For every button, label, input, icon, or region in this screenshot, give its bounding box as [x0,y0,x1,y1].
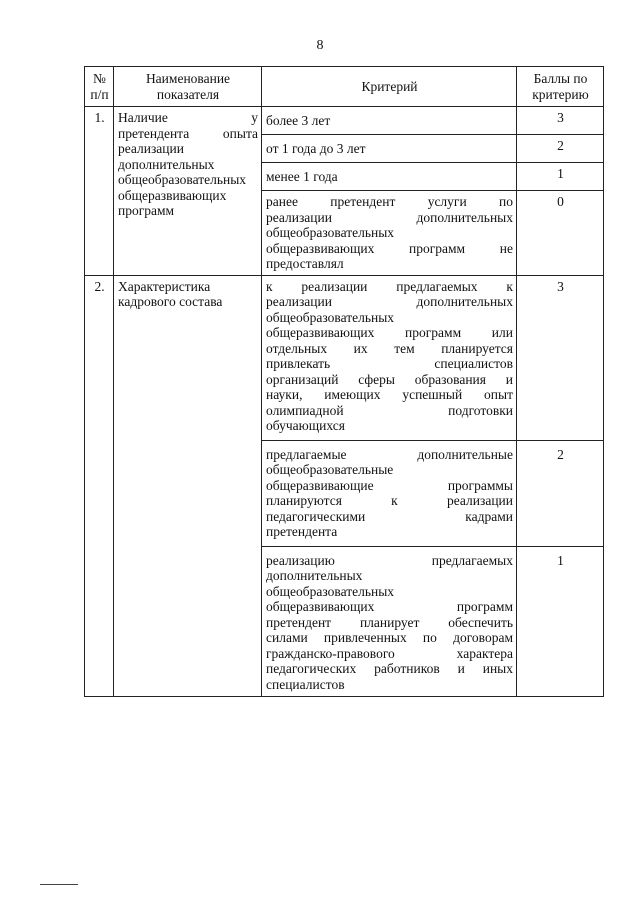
score-cell: 3 [517,107,604,135]
text-line: привлекать специалистов [266,356,513,371]
page-number: 8 [316,38,324,53]
table-row [85,275,604,440]
criterion-cell [262,440,517,546]
row-number: 2. [85,275,114,697]
text-line: силами привлеченных по договорам [266,630,513,645]
text-line: реализации дополнительных [266,209,513,225]
score-cell: 2 [517,135,604,163]
text-line: педагогическими кадрами [266,508,513,524]
criterion-cell [262,191,517,276]
text-line: общеразвивающих [118,187,227,203]
text-line: дополнительных [266,568,363,583]
text-line: общеобразовательных [266,309,395,325]
score-cell: 1 [517,546,604,697]
text-line: менее 1 года [266,168,338,184]
text-line: от 1 года до 3 лет [266,140,366,156]
table-header-row [85,67,604,107]
text-line: общеобразовательных [266,225,395,240]
text-line: общеразвивающих программ [266,599,513,614]
text-line: реализации дополнительных [266,294,513,309]
text-line: олимпиадной подготовки [266,402,513,418]
text-line: планируются к реализации [266,493,513,508]
text-line: программ [118,203,175,218]
header-num: № п/п [85,67,114,107]
table-row [85,107,604,135]
text-line: общеразвивающих программ или [266,325,513,340]
text-line: гражданско-правового характера [266,645,513,661]
score-cell: 1 [517,163,604,191]
criterion-cell [262,163,517,191]
text-line: Характеристика [118,278,211,294]
text-line: организаций сферы образования и [266,371,513,387]
text-line: кадрового состава [118,294,223,309]
indicator-name [114,275,262,697]
text-line: педагогических работников и иных [266,661,513,676]
header-criterion: Критерий [262,67,517,107]
text-line: общеобразовательных [266,583,395,599]
criterion-cell [262,275,517,440]
text-line: реализации [118,141,184,156]
criterion-cell [262,135,517,163]
text-line: ранее претендент услуги по [266,194,513,209]
text-line: претендента [266,524,338,539]
score-cell: 2 [517,440,604,546]
text-line: специалистов [266,676,345,692]
criterion-cell [262,107,517,135]
text-line: общеразвивающих программ не [266,240,513,256]
text-line: предоставлял [266,256,344,271]
text-line: Наличие у [118,110,258,125]
header-score: Баллы по критерию [517,67,604,107]
score-cell: 3 [517,275,604,440]
text-line: обучающихся [266,418,345,433]
text-line: науки, имеющих успешный опыт [266,387,513,402]
criterion-cell [262,546,517,697]
indicator-name [114,107,262,276]
criteria-table [84,66,604,697]
text-line: общеобразовательные [266,462,394,477]
text-line: дополнительных [118,156,215,172]
text-line: общеразвивающие программы [266,477,513,493]
text-line: к реализации предлагаемых к [266,278,513,294]
score-cell: 0 [517,191,604,276]
header-name: Наименование показателя [114,67,262,107]
text-line: предлагаемые дополнительные [266,446,513,462]
text-line: общеобразовательных [118,172,247,187]
text-line: претендент планирует обеспечить [266,614,513,630]
text-line: реализацию предлагаемых [266,552,513,568]
text-line: более 3 лет [266,112,331,128]
text-line: отдельных их тем планируется [266,340,513,356]
row-number: 1. [85,107,114,276]
text-line: претендента опыта [118,125,258,141]
divider [40,884,78,885]
